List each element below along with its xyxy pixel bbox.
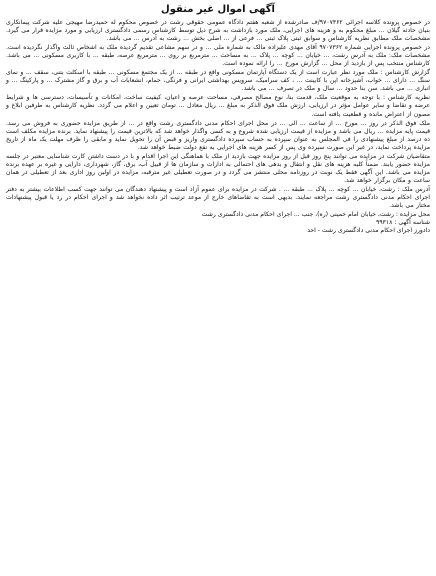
notice-paragraph: ملک فوق الذکر در روز ... مورخ ... از ساعت ... الی ... در محل اجرای احکام مدنی دادگستری رشت واقع در ... از طریق مزایده حضوری به فروش می رسد. قیمت پایه مزایده ... ریال می باشد و مزایده از قیمت ارزیابی شده شروع و به کسی واگذار خواهد شد که بالاترین قیمت را پیشنهاد نماید. برنده مزایده مکلف است ده درصد از مبلغ پیشنهادی را فی المجلس به عنوان سپرده به حساب سپرده دادگستری واریز و قبض آن را تحویل نماید و مابقی را ظرف مهلت یک ماه از تاریخ مزایده پرداخت نماید، در غیر این صورت سپرده وی پس از کسر هزینه های اجرایی به نفع دولت ضبط خواهد شد. (6, 119, 430, 151)
notice-paragraph: متقاضیان شرکت در مزایده می توانند پنج روز قبل از روز مزایده جهت بازدید از ملک با هماهنگی این اجرا اقدام و با در دست داشتن کارت شناسایی معتبر در جلسه مزایده حضور یابند. ضمناً کلیه هزینه های نقل و انتقال و بدهی های احتمالی به ادارات و سازمان ها از قبیل آب، برق، گاز، شهرداری، دارایی و غیره بر عهده برنده مزایده می باشد. این آگهی فقط یک نوبت در روزنامه محلی منتشر می گردد و در صورت تعطیلی غیر مترقبه، مزایده در اولین روز اداری بعد از تعطیلی در همان ساعت و مکان برگزار خواهد شد. (6, 152, 430, 184)
notice-footer (6, 211, 430, 235)
signature-line: دادورز اجرای احکام مدنی دادگستری رشت - احد (307, 227, 430, 235)
notice-paragraph: در خصوص پرونده کلاسه اجرائی ۹۷۰۷۳۶۲/ف صادرشده از شعبه هفتم دادگاه عمومی حقوقی رشت در خصوص محکوم له حمیدرضا مهیجی علیه شرکت پیمانکاری بنیان حادثه گیلان ... مبلغ محکوم به و هزینه های اجرایی، ملک مورد بازداشت به شرح ذیل توسط کارشناس رسمی دادگستری ارزیابی و مورد مزایده قرار می گیرد. مشخصات ملک مطابق نظریه کارشناس و سوابق ثبتی پلاک ثبتی ... فرعی از ... اصلی بخش ... رشت به آدرس ... می باشد. (6, 19, 430, 43)
notice-code: شناسه آگهی : ۹۹۳۱۸ (376, 219, 430, 227)
notice-paragraph: در خصوص پرونده اجرایی شماره ۹۷۰۷۳۶۲ آقای مهدی علیزاده مالک به شماره ملی ... و در سهم مشاعی تقدیم گردیده ملک به اشخاص ثالث واگذار نگردیده است. مشخصات ملک: ملک به آدرس رشت، ... خیابان ... کوچه ... پلاک ... به مساحت ... مترمربع بر روی ... مترمربع عرصه، طبقه ... با کاربری مسکونی ... می باشد. کارشناس منتخب پس از بازدید از محل ... گزارش مورخ ... را ارائه نموده است. (6, 44, 430, 68)
notice-paragraph: نظریه کارشناس : با توجه به موقعیت ملک، قدمت بنا، نوع مصالح مصرفی، مساحت عرصه و اعیان، کیفیت ساخت، امکانات و تأسیسات، دسترسی ها و شرایط عرضه و تقاضا و سایر عوامل مؤثر در ارزیابی، ارزش ملک فوق الذکر به مبلغ ... ریال معادل ... تومان تعیین و اعلام می گردد. نظریه کارشناس به طرفین ابلاغ و مصون از اعتراض مانده و قطعیت یافته است. (6, 94, 430, 118)
notice-paragraph: آدرس ملک : رشت، خیابان ... کوچه ... پلاک ... طبقه ... . شرکت در مزایده برای عموم آزاد است و پیشنهاد دهندگان می توانند جهت کسب اطلاعات بیشتر به دفتر اجرای احکام مدنی دادگستری رشت مراجعه نمایند. بدیهی است به تقاضاهای خارج از موعد ترتیب اثر داده نخواهد شد و اجرای احکام در رد یا قبول پیشنهادات مختار می باشد. (6, 185, 430, 210)
notice-title: آگهی اموال غیر منقول (161, 4, 275, 15)
auction-place: محل مزایده : رشت، خیابان امام خمینی (ره)، جنب ... اجرای احکام مدنی دادگستری رشت (201, 211, 430, 219)
notice-paragraph: گزارش کارشناس : ملک مورد نظر عبارت است از یک دستگاه آپارتمان مسکونی واقع در طبقه ... از یک مجتمع مسکونی ... طبقه با اسکلت بتنی، سقف ... و نمای سنگ ... دارای ... خواب، آشپزخانه اپن با کابینت ... ، کف سرامیک، سرویس بهداشتی ایرانی و فرنگی، حمام، انشعابات آب و برق و گاز مشترک ... و پارکینگ ... و انباری ... می باشد. سن بنا حدود ... سال و ملک در تصرف ... می باشد. (6, 69, 430, 93)
notice-body (6, 19, 430, 210)
